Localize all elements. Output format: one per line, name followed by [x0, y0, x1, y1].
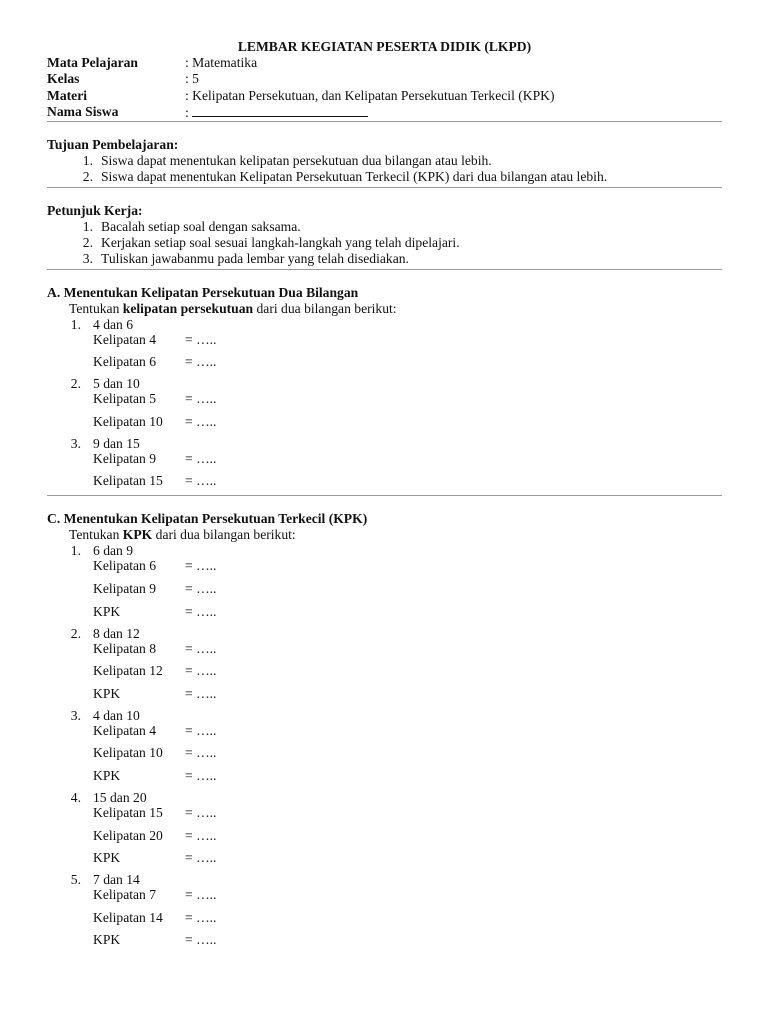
answer-row	[47, 887, 722, 902]
info-row-subject	[47, 55, 722, 71]
answer-label: Kelipatan 15	[93, 805, 163, 821]
answer-blank[interactable]: = …..	[185, 805, 217, 821]
list-item: 1. Bacalah setiap soal dengan saksama.	[82, 218, 301, 234]
list-item: 3. Tuliskan jawabanmu pada lembar yang telah disediakan.	[82, 251, 409, 267]
problem-heading	[47, 543, 722, 558]
answer-row	[47, 850, 722, 865]
info-row-topic	[47, 88, 722, 104]
problem-title: 7 dan 14	[93, 872, 140, 888]
answer-label: Kelipatan 7	[93, 887, 157, 903]
list-item: 1. Siswa dapat menentukan kelipatan persekutuan dua bilangan atau lebih.	[82, 153, 492, 169]
objectives-heading: Tujuan Pembelajaran:	[47, 137, 179, 153]
answer-label: Kelipatan 6	[93, 354, 157, 370]
answer-row	[47, 805, 722, 820]
answer-blank[interactable]: = …..	[185, 887, 217, 903]
instructions-heading: Petunjuk Kerja:	[47, 202, 143, 218]
answer-row	[47, 558, 722, 573]
answer-blank[interactable]: = …..	[185, 850, 217, 866]
answer-label: Kelipatan 20	[93, 827, 163, 843]
answer-row	[47, 686, 722, 701]
answer-blank[interactable]: = …..	[185, 473, 217, 489]
problem-number: 1.	[70, 543, 81, 559]
answer-label: Kelipatan 12	[93, 663, 163, 679]
answer-row	[47, 414, 722, 429]
problem-title: 4 dan 10	[93, 707, 140, 723]
answer-label: Kelipatan 9	[93, 450, 157, 466]
list-item: 2. Siswa dapat menentukan Kelipatan Persekutuan Terkecil (KPK) dari dua bilangan atau lebih.	[82, 169, 608, 185]
problem-heading	[47, 872, 722, 887]
section-a-intro: Tentukan kelipatan persekutuan dari dua bilangan berikut:	[69, 300, 397, 316]
answer-label: KPK	[93, 685, 121, 701]
problem-title: 5 dan 10	[93, 376, 140, 392]
answer-row	[47, 768, 722, 783]
answer-row	[47, 932, 722, 947]
answer-blank[interactable]: = …..	[185, 558, 217, 574]
info-value: : 5	[185, 71, 199, 87]
answer-blank[interactable]: = …..	[185, 413, 217, 429]
answer-row	[47, 581, 722, 596]
problem-number: 1.	[70, 316, 81, 332]
answer-label: Kelipatan 6	[93, 558, 157, 574]
answer-label: KPK	[93, 768, 121, 784]
answer-row	[47, 451, 722, 466]
info-row-class	[47, 71, 722, 87]
answer-label: Kelipatan 14	[93, 909, 163, 925]
answer-row	[47, 828, 722, 843]
answer-label: Kelipatan 9	[93, 581, 157, 597]
problem-title: 15 dan 20	[93, 790, 147, 806]
problem-number: 2.	[70, 376, 81, 392]
answer-blank[interactable]: = …..	[185, 827, 217, 843]
answer-label: KPK	[93, 603, 121, 619]
answer-label: Kelipatan 5	[93, 391, 157, 407]
info-row-student-name	[47, 104, 722, 120]
answer-row	[47, 391, 722, 406]
problem-block	[47, 872, 722, 947]
problem-block	[47, 790, 722, 865]
info-label: Mata Pelajaran	[47, 55, 138, 70]
section-c-heading: C. Menentukan Kelipatan Persekutuan Terkecil (KPK)	[47, 511, 368, 527]
problem-title: 6 dan 9	[93, 543, 134, 559]
info-value: : Matematika	[185, 55, 258, 70]
answer-blank[interactable]: = …..	[185, 663, 217, 679]
problem-heading	[47, 708, 722, 723]
answer-blank[interactable]: = …..	[185, 581, 217, 597]
section-c-intro: Tentukan KPK dari dua bilangan berikut:	[69, 527, 296, 543]
info-value: : Kelipatan Persekutuan, dan Kelipatan Persekutuan Terkecil (KPK)	[185, 87, 555, 103]
problem-heading	[47, 317, 722, 332]
answer-blank[interactable]: = …..	[185, 331, 217, 347]
info-value: :	[185, 104, 368, 120]
worksheet-page	[47, 39, 722, 947]
section-a-heading: A. Menentukan Kelipatan Persekutuan Dua Bilangan	[47, 284, 359, 300]
answer-blank[interactable]: = …..	[185, 745, 217, 761]
problem-block	[47, 317, 722, 370]
section-c-problems	[47, 543, 722, 947]
info-label: Nama Siswa	[47, 103, 119, 119]
answer-row	[47, 332, 722, 347]
answer-row	[47, 723, 722, 738]
answer-label: Kelipatan 15	[93, 473, 163, 489]
problem-number: 3.	[70, 707, 81, 723]
problem-block	[47, 708, 722, 783]
answer-label: Kelipatan 4	[93, 331, 157, 347]
instructions-list	[47, 219, 722, 268]
problem-block	[47, 626, 722, 701]
problem-number: 2.	[70, 625, 81, 641]
answer-blank[interactable]: = …..	[185, 768, 217, 784]
answer-blank[interactable]: = …..	[185, 450, 217, 466]
answer-blank[interactable]: = …..	[185, 722, 217, 738]
info-label: Materi	[47, 87, 87, 103]
problem-heading	[47, 790, 722, 805]
answer-row	[47, 663, 722, 678]
answer-blank[interactable]: = …..	[185, 932, 217, 948]
problem-number: 3.	[70, 435, 81, 451]
answer-label: Kelipatan 8	[93, 640, 157, 656]
answer-blank[interactable]: = …..	[185, 685, 217, 701]
answer-row	[47, 604, 722, 619]
problem-heading	[47, 626, 722, 641]
problem-title: 4 dan 6	[93, 316, 134, 332]
section-a-problems	[47, 317, 722, 489]
problem-heading	[47, 376, 722, 391]
problem-block	[47, 376, 722, 429]
list-item: 2. Kerjakan setiap soal sesuai langkah-langkah yang telah dipelajari.	[82, 235, 460, 251]
problem-heading	[47, 436, 722, 451]
answer-row	[47, 745, 722, 760]
problem-number: 5.	[70, 872, 81, 888]
answer-row	[47, 641, 722, 656]
answer-row	[47, 910, 722, 925]
document-title: LEMBAR KEGIATAN PESERTA DIDIK (LKPD)	[237, 39, 532, 54]
answer-blank[interactable]: = …..	[185, 603, 217, 619]
answer-label: KPK	[93, 932, 121, 948]
problem-number: 4.	[70, 790, 81, 806]
answer-blank[interactable]: = …..	[185, 909, 217, 925]
answer-blank[interactable]: = …..	[185, 354, 217, 370]
answer-label: KPK	[93, 850, 121, 866]
answer-blank[interactable]: = …..	[185, 391, 217, 407]
student-name-blank[interactable]	[192, 104, 368, 117]
problem-title: 9 dan 15	[93, 435, 140, 451]
problem-block	[47, 436, 722, 489]
answer-label: Kelipatan 10	[93, 413, 163, 429]
answer-row	[47, 473, 722, 488]
answer-label: Kelipatan 4	[93, 722, 157, 738]
problem-block	[47, 543, 722, 618]
info-label: Kelas	[47, 71, 80, 87]
problem-title: 8 dan 12	[93, 625, 140, 641]
answer-row	[47, 354, 722, 369]
answer-blank[interactable]: = …..	[185, 640, 217, 656]
answer-label: Kelipatan 10	[93, 745, 163, 761]
objectives-list	[47, 153, 722, 186]
